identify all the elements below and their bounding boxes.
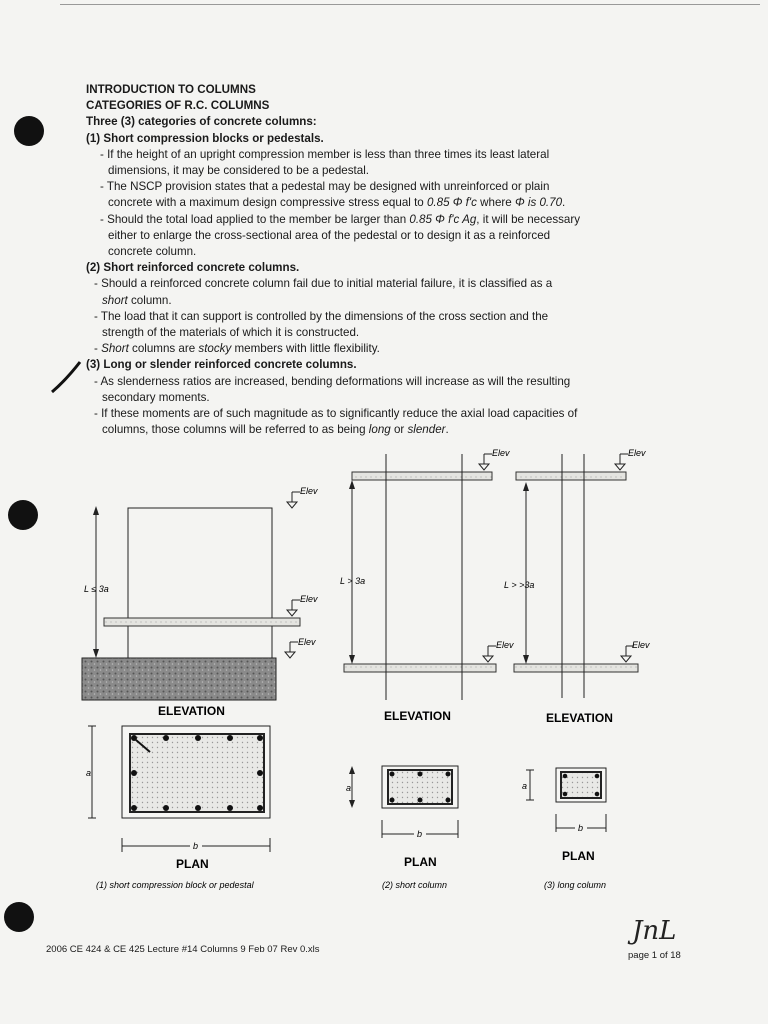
formula: 0.85 Φ f'c Ag <box>409 212 477 226</box>
text-run: - Should the total load applied to the member be larger than <box>100 212 410 226</box>
section-3-title: (3) Long or slender reinforced concrete columns. <box>86 358 357 372</box>
text-run: members with little flexibility. <box>231 342 380 356</box>
text-run: . <box>445 423 449 437</box>
elev-marker <box>287 486 318 508</box>
elev-label: Elev <box>300 594 318 604</box>
arrowhead <box>349 480 355 489</box>
elev-label: Elev <box>492 448 510 458</box>
text-run: where <box>476 196 515 210</box>
elev-marker <box>285 637 316 658</box>
elev-marker <box>287 594 318 616</box>
emphasis: short <box>102 293 128 307</box>
length-label: L > >3a <box>504 580 535 590</box>
text-run: columns are <box>128 342 199 356</box>
text-run: columns, those columns will be referred to as being <box>102 423 369 437</box>
formula: Φ is 0.70 <box>514 196 563 210</box>
dimension-a: a <box>522 781 528 791</box>
section-1-line: - If the height of an upright compression member is less than three times its least lateral <box>100 147 550 161</box>
emphasis: long <box>368 423 391 437</box>
section-1-line: - The NSCP provision states that a pedestal may be designed with unreinforced or plain <box>100 180 550 194</box>
section-2-line: strength of the materials of which it is constructed. <box>102 326 360 340</box>
figure-1-elevation <box>82 486 318 718</box>
elev-label: Elev <box>300 486 318 496</box>
formula: 0.85 Φ f'c <box>426 196 477 210</box>
caption: (1) short compression block or pedestal <box>96 880 254 890</box>
elev-marker <box>483 640 514 662</box>
footing <box>82 658 276 700</box>
slab <box>344 664 496 672</box>
arrowhead <box>349 655 355 664</box>
dimension-b: b <box>193 841 199 851</box>
elev-marker <box>615 448 646 470</box>
text-run: , it will be necessary <box>476 212 581 226</box>
plan-label: PLAN <box>176 857 209 871</box>
section-3-line: - As slenderness ratios are increased, bending deformations will increase as will the resulting <box>94 374 571 388</box>
arrowhead <box>523 655 529 664</box>
section-2-line: - The load that it can support is controlled by the dimensions of the cross section and the <box>94 309 549 323</box>
page-number: page 1 of 18 <box>628 950 681 961</box>
pen-mark <box>52 362 80 392</box>
section-2-line: - Should a reinforced concrete column fail due to initial material failure, it is classified as a <box>94 277 553 291</box>
section-1-line: either to enlarge the cross-sectional area of the pedestal or to design it as a reinforced <box>108 228 551 242</box>
length-label: L ≤ 3a <box>84 584 109 594</box>
figure-2-plan <box>346 766 458 890</box>
elev-label: Elev <box>496 640 514 650</box>
section-1-line: concrete column. <box>108 245 197 259</box>
slab <box>104 618 300 626</box>
elev-label: Elev <box>628 448 646 458</box>
section-3-line: secondary moments. <box>102 390 210 404</box>
elev-label: Elev <box>298 637 316 647</box>
figure-2-elevation <box>340 448 514 723</box>
text-run: concrete with a maximum design compressive stress equal to <box>108 196 427 210</box>
elev-marker <box>479 448 510 470</box>
elevation-label: ELEVATION <box>158 704 225 718</box>
arrowhead <box>523 482 529 491</box>
section-1-line: dimensions, it may be considered to be a pedestal. <box>108 164 370 178</box>
heading-intro: Three (3) categories of concrete columns: <box>86 115 317 129</box>
slab <box>516 472 626 480</box>
emphasis: slender <box>407 423 446 437</box>
reinforcement-cage <box>130 734 264 812</box>
length-label: L > 3a <box>340 576 366 586</box>
plan-label: PLAN <box>562 849 595 863</box>
emphasis: Short <box>101 342 129 356</box>
dimension-a: a <box>346 783 352 793</box>
elev-label: Elev <box>632 640 650 650</box>
signature: JnL <box>632 916 677 946</box>
slab <box>514 664 638 672</box>
dimension-a: a <box>86 768 92 778</box>
dimension-b: b <box>578 823 584 833</box>
text-run: - <box>94 342 102 356</box>
elev-marker <box>621 640 650 662</box>
footer-filename: 2006 CE 424 & CE 425 Lecture #14 Columns 9 Feb 07 Rev 0.xls <box>46 944 320 955</box>
slab <box>352 472 492 480</box>
heading-subtitle: CATEGORIES OF R.C. COLUMNS <box>86 99 270 113</box>
section-3-line: - If these moments are of such magnitude as to significantly reduce the axial load capacities of <box>94 407 578 421</box>
arrowhead <box>93 649 99 658</box>
arrowhead <box>93 506 99 515</box>
text-run: column. <box>127 293 172 307</box>
text-run: . <box>562 196 566 210</box>
figure-3-plan <box>522 768 606 890</box>
elevation-label: ELEVATION <box>384 709 451 723</box>
plan-label: PLAN <box>404 855 437 869</box>
caption: (2) short column <box>382 880 448 890</box>
caption: (3) long column <box>544 880 607 890</box>
figure-3-elevation <box>504 448 650 725</box>
dimension-b: b <box>417 829 423 839</box>
figure-1-plan <box>86 726 270 890</box>
pedestal-outline <box>128 508 272 658</box>
section-1-title: (1) Short compression blocks or pedestals. <box>86 131 324 145</box>
text-run: or <box>390 423 408 437</box>
emphasis: stocky <box>198 342 232 356</box>
heading-title: INTRODUCTION TO COLUMNS <box>86 83 256 96</box>
section-2-title: (2) Short reinforced concrete columns. <box>86 261 300 275</box>
elevation-label: ELEVATION <box>546 711 613 725</box>
